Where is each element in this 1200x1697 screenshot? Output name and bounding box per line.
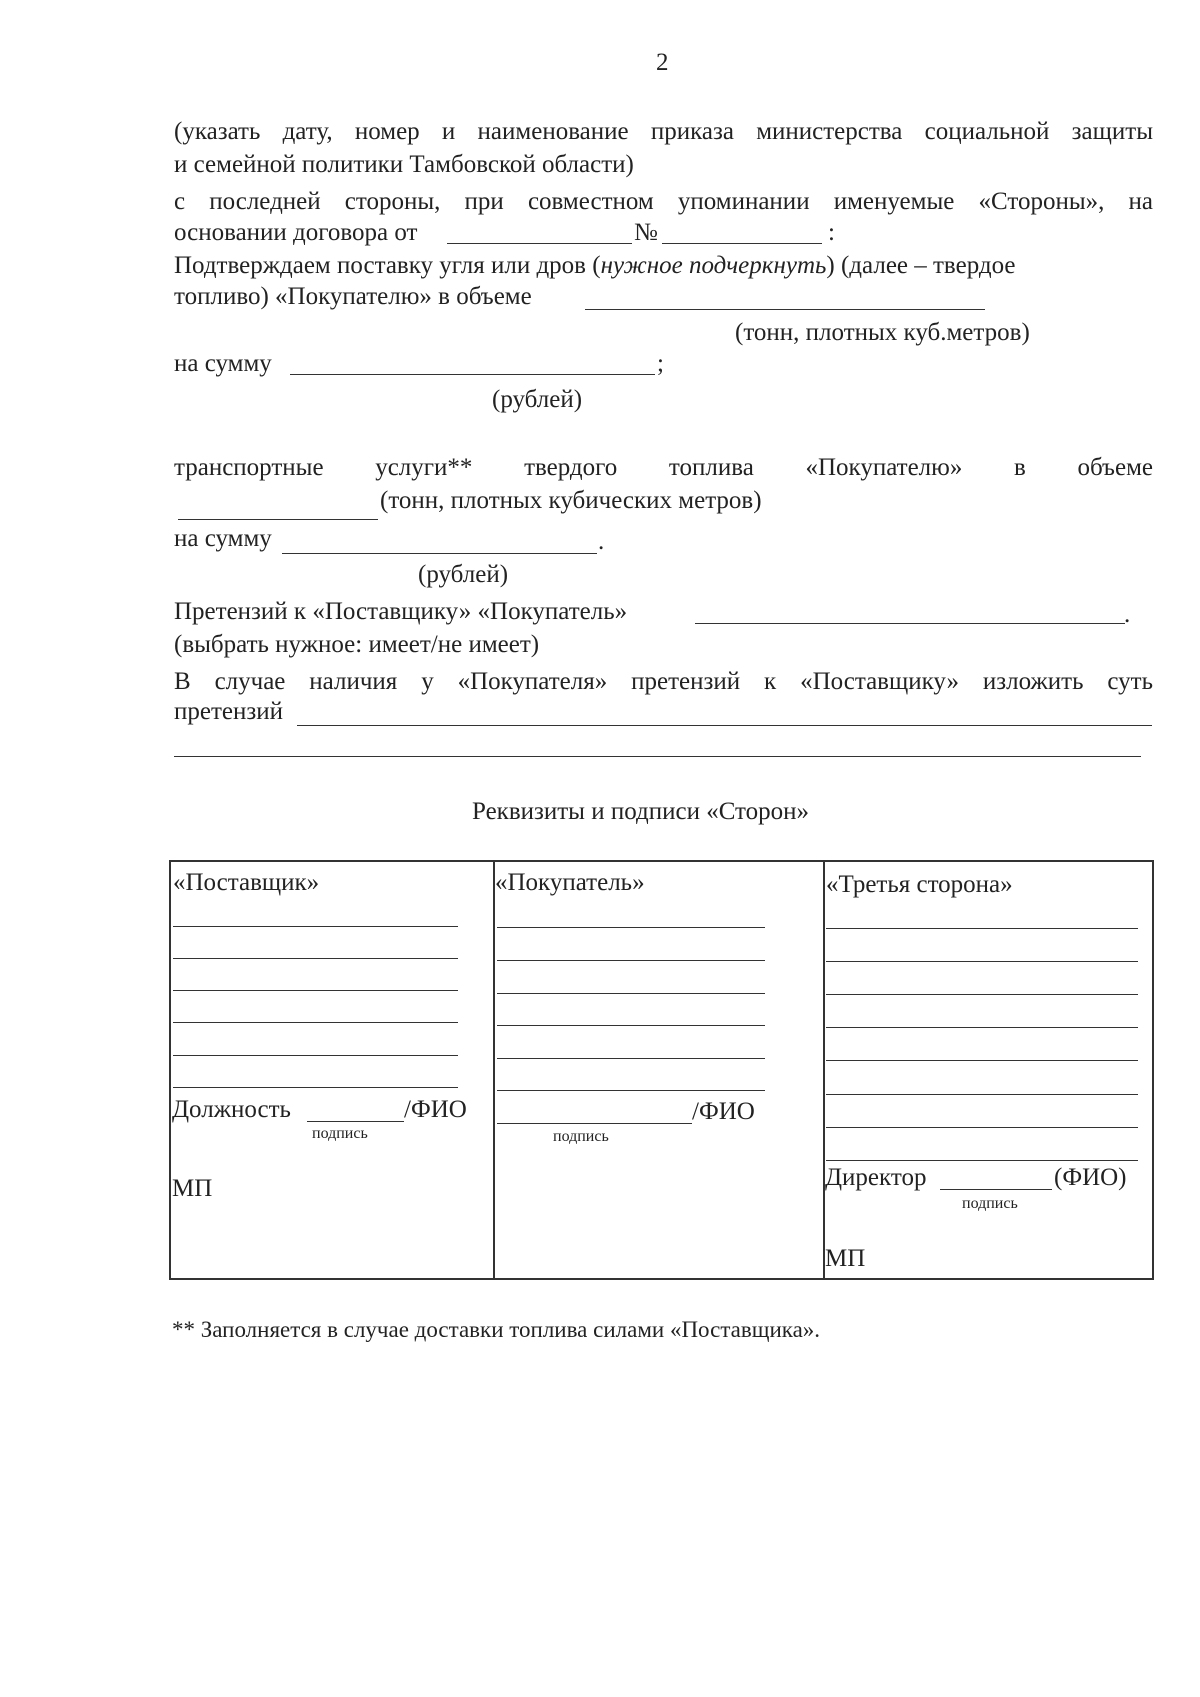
supplier-field-3[interactable] (173, 990, 458, 991)
supply-sum-hint: (рублей) (492, 386, 583, 413)
supplier-stamp: МП (172, 1175, 213, 1202)
buyer-field-6[interactable] (497, 1090, 765, 1091)
page-number: 2 (656, 49, 669, 76)
third-party-director-label: Директор (825, 1164, 927, 1191)
claims-line-3: В случае наличия у «Покупателя» претензий к «Поставщику» изложить суть (174, 668, 1153, 695)
claims-essence-field-1[interactable] (297, 725, 1152, 726)
intro-line-4-prefix: основании договора от (174, 219, 418, 246)
transport-sum-end: . (598, 528, 605, 555)
supplier-field-2[interactable] (173, 958, 458, 959)
third-party-field-7[interactable] (826, 1127, 1138, 1128)
buyer-fio-label: /ФИО (692, 1098, 755, 1125)
transport-volume-field[interactable] (178, 519, 378, 520)
transport-sum-hint: (рублей) (418, 561, 509, 588)
buyer-signature-field[interactable] (497, 1123, 692, 1124)
third-party-field-4[interactable] (826, 1027, 1138, 1028)
supplier-signature-field[interactable] (307, 1121, 404, 1122)
intro-line-3: с последней стороны, при совместном упоминании именуемые «Стороны», на (174, 188, 1153, 215)
claims-status-field[interactable] (695, 623, 1125, 624)
supply-volume-field[interactable] (585, 309, 985, 310)
table-divider-1 (493, 860, 495, 1278)
requisites-table (169, 860, 1154, 1280)
intro-line-2: и семейной политики Тамбовской области) (174, 151, 634, 178)
footnote: ** Заполняется в случае доставки топлива силами «Поставщика». (172, 1317, 821, 1342)
supply-line-1-a: Подтверждаем поставку угля или дров ( (174, 252, 601, 279)
third-party-signature-hint: подпись (962, 1195, 1018, 1212)
third-party-field-5[interactable] (826, 1060, 1138, 1061)
claims-line-2: (выбрать нужное: имеет/не имеет) (174, 631, 540, 658)
intro-line-1: (указать дату, номер и наименование приказа министерства социальной защиты (174, 118, 1153, 145)
contract-number-field[interactable] (662, 243, 822, 244)
claims-line-1-end: . (1124, 601, 1131, 628)
claims-line-1: Претензий к «Поставщику» «Покупатель» (174, 598, 628, 625)
contract-number-sign: № (634, 219, 658, 246)
supplier-signature-hint: подпись (312, 1125, 368, 1142)
supply-sum-label: на сумму (174, 350, 272, 377)
supplier-field-4[interactable] (173, 1022, 458, 1023)
requisites-title: Реквизиты и подписи «Сторон» (472, 798, 810, 825)
claims-essence-field-2[interactable] (174, 756, 1141, 757)
supply-line-1-italic: нужное подчеркнуть (600, 252, 827, 279)
buyer-field-2[interactable] (497, 960, 765, 961)
supply-volume-hint: (тонн, плотных куб.метров) (735, 319, 1030, 346)
third-party-signature-field[interactable] (940, 1189, 1052, 1190)
third-party-field-6[interactable] (826, 1094, 1138, 1095)
transport-sum-label: на сумму (174, 525, 272, 552)
buyer-field-1[interactable] (497, 927, 765, 928)
supplier-field-5[interactable] (173, 1055, 458, 1056)
third-party-field-8[interactable] (826, 1160, 1138, 1161)
supply-line-2: топливо) «Покупателю» в объеме (174, 283, 532, 310)
supplier-field-6[interactable] (173, 1087, 458, 1088)
buyer-header: «Покупатель» (495, 869, 645, 896)
supplier-fio-label: /ФИО (404, 1096, 467, 1123)
third-party-field-2[interactable] (826, 961, 1138, 962)
supply-line-1-b: ) (далее – твердое (826, 252, 1016, 279)
buyer-field-3[interactable] (497, 993, 765, 994)
claims-line-4: претензий (174, 698, 284, 725)
table-divider-2 (823, 860, 825, 1278)
supply-line-1 (174, 251, 1153, 281)
transport-sum-field[interactable] (282, 553, 597, 554)
buyer-field-4[interactable] (497, 1025, 765, 1026)
third-party-field-1[interactable] (826, 928, 1138, 929)
contract-date-field[interactable] (447, 243, 632, 244)
supply-sum-field[interactable] (290, 374, 655, 375)
third-party-header: «Третья сторона» (826, 871, 1013, 898)
intro-line-4-end: : (828, 219, 835, 246)
buyer-signature-hint: подпись (553, 1128, 609, 1145)
supplier-position-label: Должность (172, 1096, 291, 1123)
third-party-fio-label: (ФИО) (1054, 1164, 1127, 1191)
transport-volume-hint: (тонн, плотных кубических метров) (380, 487, 762, 514)
third-party-field-3[interactable] (826, 994, 1138, 995)
supplier-header: «Поставщик» (173, 869, 320, 896)
supplier-field-1[interactable] (173, 926, 458, 927)
supply-sum-end: ; (657, 350, 664, 377)
buyer-field-5[interactable] (497, 1058, 765, 1059)
third-party-stamp: МП (825, 1245, 866, 1272)
transport-line-1: транспортные услуги** твердого топлива «Покупателю» в объеме (174, 454, 1153, 481)
